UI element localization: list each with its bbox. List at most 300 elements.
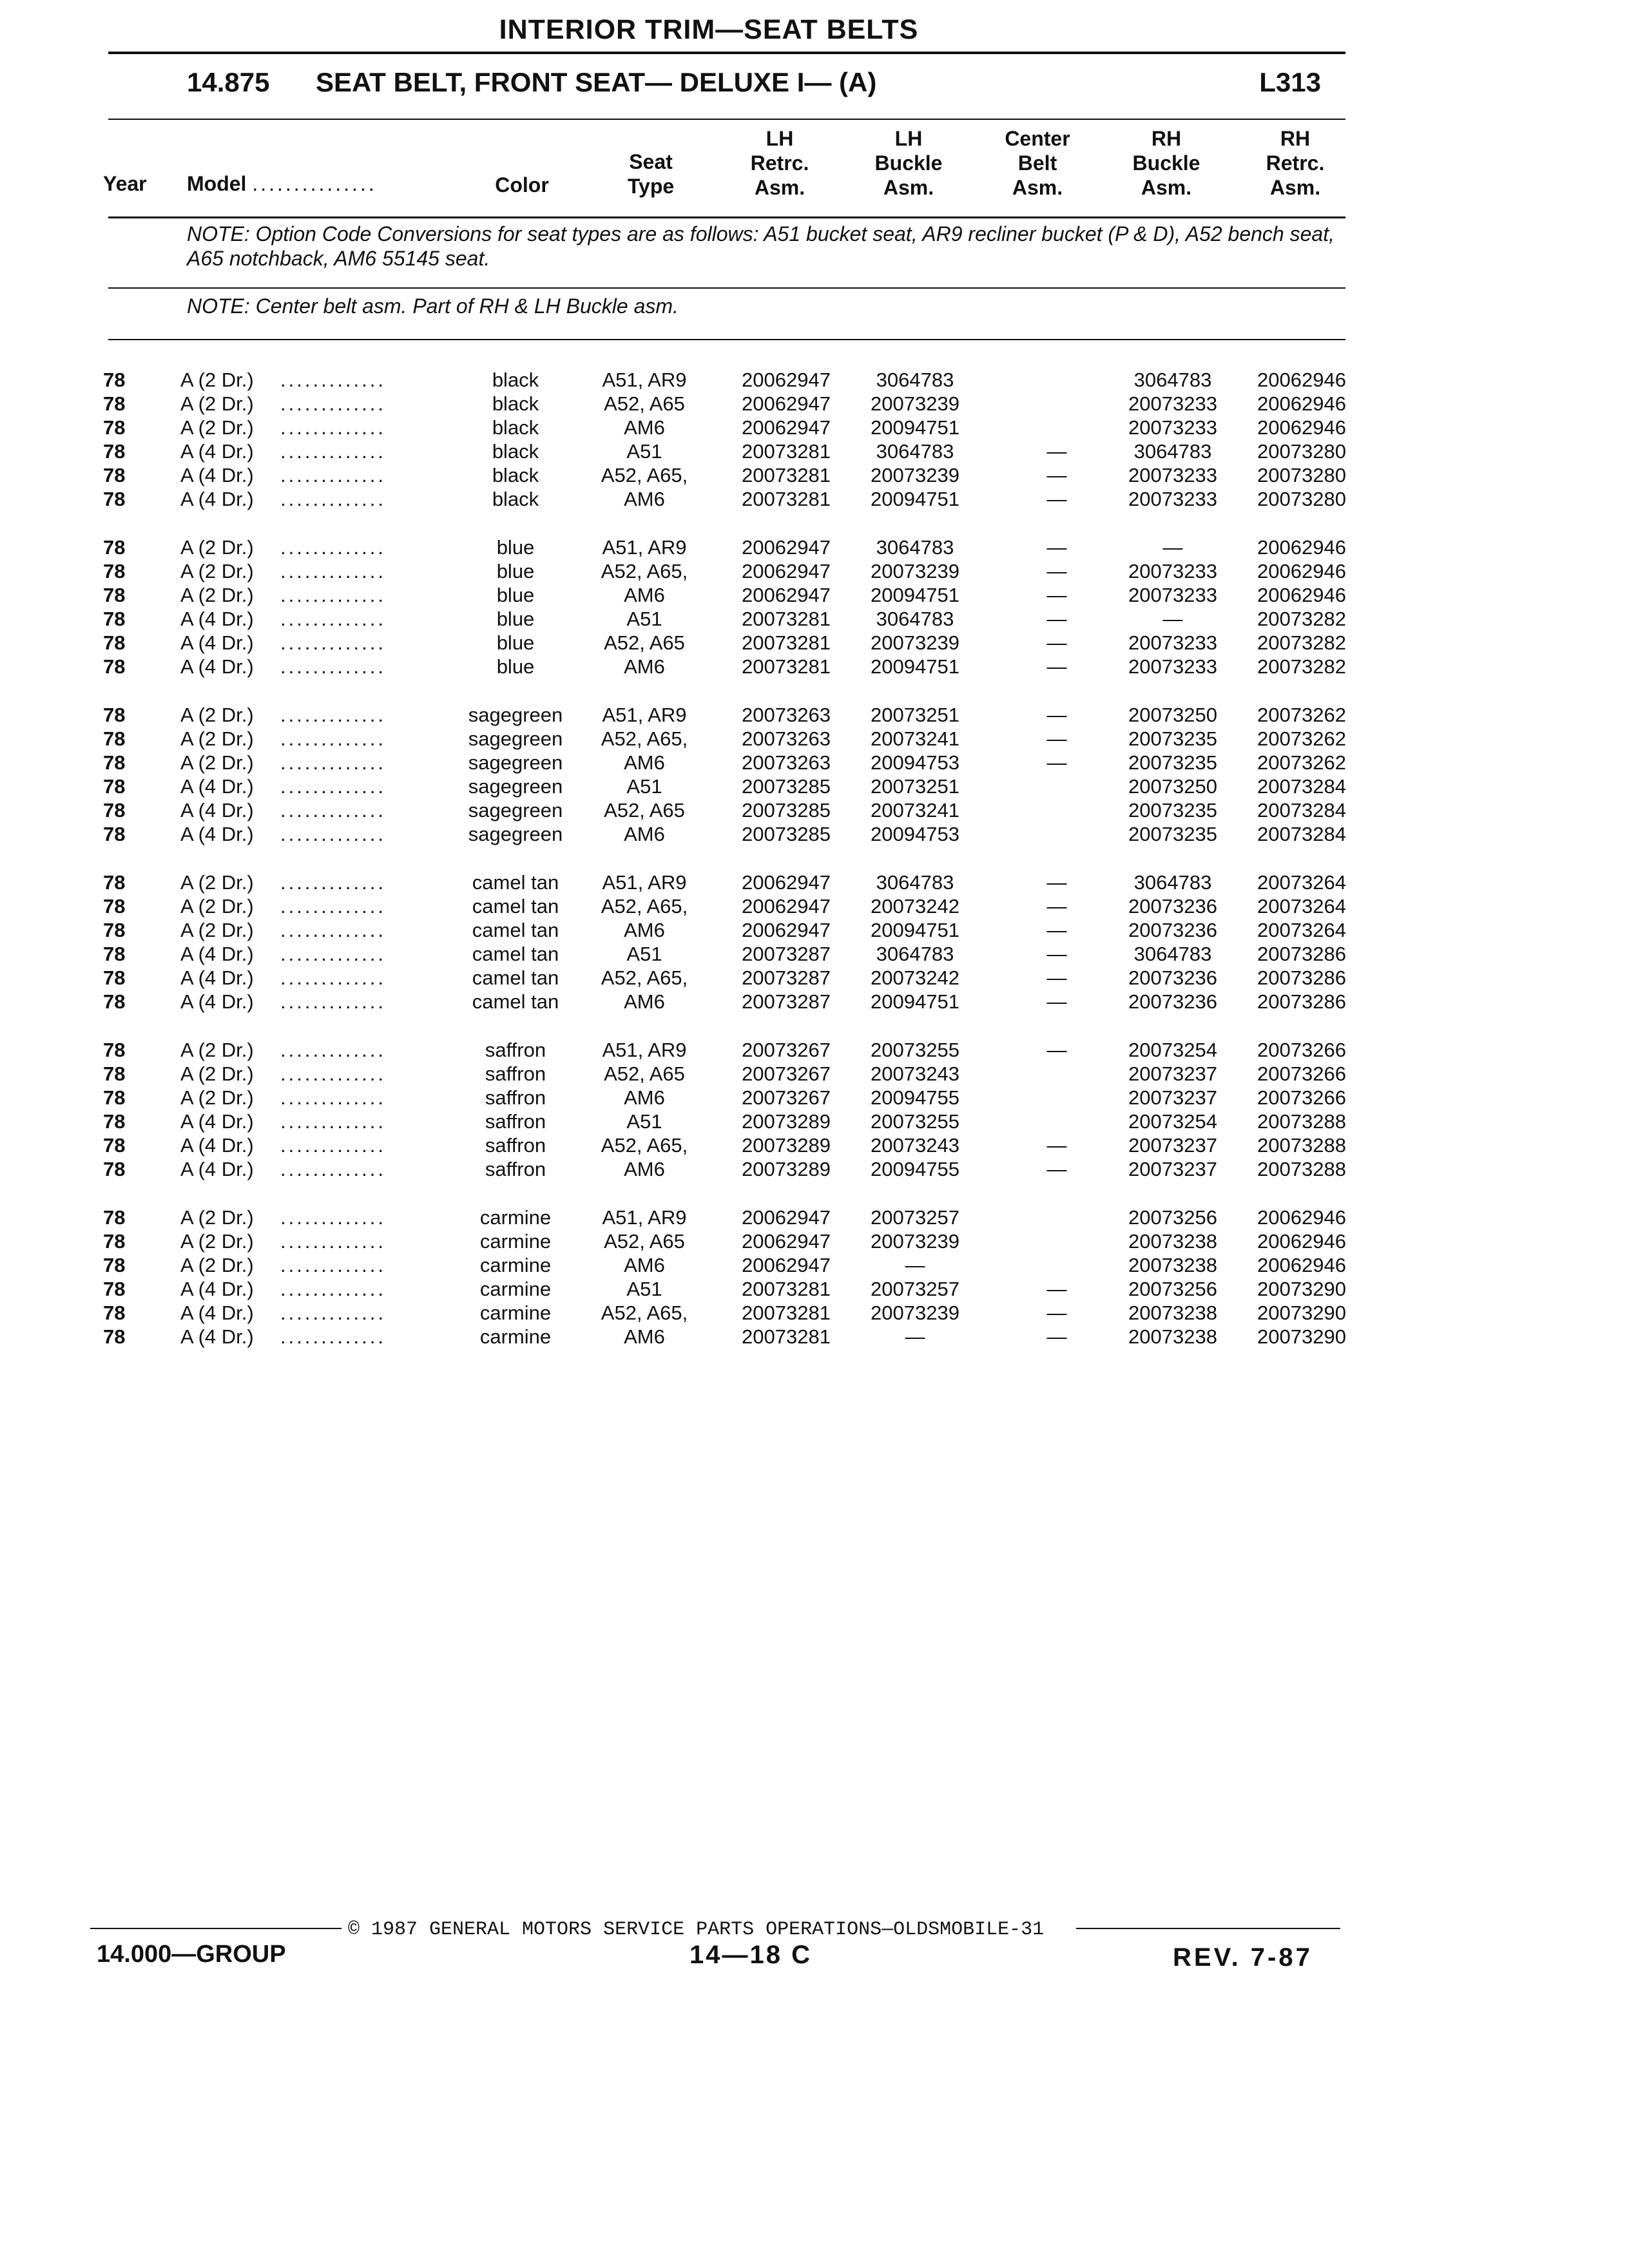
cell-model: A (2 Dr.): [180, 919, 254, 941]
cell-lh-buckle: 3064783: [876, 440, 954, 463]
cell-lh-buckle: 20073239: [871, 392, 959, 415]
cell-center-belt: —: [1046, 655, 1067, 678]
cell-lh-retractor: 20073281: [742, 488, 831, 510]
cell-model: A (4 Dr.): [180, 1302, 254, 1324]
cell-model: A (2 Dr.): [180, 369, 254, 391]
cell-year: 78: [103, 631, 126, 654]
table-row: [103, 1086, 1379, 1110]
table-row: [103, 584, 1379, 608]
cell-color: saffron: [485, 1062, 546, 1085]
cell-seat-type: AM6: [624, 488, 665, 510]
table-row: [103, 536, 1379, 560]
note-rule-1: [108, 287, 1345, 289]
cell-rh-retractor: 20062946: [1257, 1206, 1346, 1229]
cell-center-belt: —: [1046, 990, 1067, 1013]
cell-rh-buckle: 3064783: [1133, 871, 1212, 894]
cell-year: 78: [103, 440, 126, 463]
cell-rh-buckle: 3064783: [1133, 440, 1212, 463]
cell-model: A (4 Dr.): [180, 440, 254, 463]
cell-seat-type: A51: [626, 1110, 662, 1133]
cell-rh-buckle: 20073236: [1128, 966, 1217, 989]
cell-center-belt: —: [1046, 536, 1067, 559]
cell-seat-type: A52, A65: [604, 1062, 685, 1085]
cell-model-dots: .............: [280, 1158, 386, 1180]
cell-lh-retractor: 20062947: [742, 1206, 831, 1229]
cell-lh-retractor: 20073281: [742, 1302, 831, 1324]
cell-model: A (2 Dr.): [180, 871, 254, 894]
cell-year: 78: [103, 871, 126, 894]
cell-year: 78: [103, 966, 126, 989]
page-header-title: INTERIOR TRIM—SEAT BELTS: [499, 14, 919, 45]
cell-lh-buckle: 20073257: [871, 1206, 959, 1229]
cell-lh-retractor: 20073263: [742, 751, 831, 774]
cell-center-belt: —: [1046, 1278, 1067, 1300]
cell-seat-type: AM6: [624, 655, 665, 678]
cell-model-dots: .............: [280, 1325, 386, 1348]
table-row: [103, 488, 1379, 512]
cell-rh-buckle: 20073233: [1128, 416, 1217, 439]
cell-color: blue: [496, 631, 535, 654]
illustration-code: L313: [1259, 67, 1321, 97]
cell-year: 78: [103, 823, 126, 845]
cell-rh-retractor: 20073262: [1257, 704, 1346, 726]
cell-year: 78: [103, 1158, 126, 1180]
cell-lh-buckle: 20094753: [871, 751, 959, 774]
cell-lh-buckle: 3064783: [876, 943, 954, 965]
cell-rh-buckle: 20073256: [1128, 1206, 1217, 1229]
cell-model: A (4 Dr.): [180, 823, 254, 845]
cell-center-belt: —: [1046, 871, 1067, 894]
cell-model: A (4 Dr.): [180, 1134, 254, 1157]
col-header-model: Model ...............: [187, 172, 377, 195]
table-row: [103, 943, 1379, 966]
cell-model: A (2 Dr.): [180, 1254, 254, 1276]
cell-model: A (2 Dr.): [180, 416, 254, 439]
cell-lh-buckle: 20073242: [871, 966, 959, 989]
cell-seat-type: AM6: [624, 823, 665, 845]
cell-year: 78: [103, 1302, 126, 1324]
cell-model: A (4 Dr.): [180, 464, 254, 486]
cell-rh-buckle: 20073238: [1128, 1325, 1217, 1348]
cell-rh-buckle: 20073254: [1128, 1039, 1217, 1061]
cell-model: A (2 Dr.): [180, 751, 254, 774]
cell-color: blue: [496, 536, 535, 559]
cell-rh-buckle: 20073238: [1128, 1254, 1217, 1276]
cell-center-belt: —: [1046, 943, 1067, 965]
cell-color: black: [492, 416, 539, 439]
cell-seat-type: AM6: [624, 990, 665, 1013]
cell-color: black: [492, 464, 539, 486]
cell-rh-retractor: 20073262: [1257, 727, 1346, 750]
cell-rh-retractor: 20062946: [1257, 536, 1346, 559]
cell-rh-retractor: 20073266: [1257, 1062, 1346, 1085]
cell-model-dots: .............: [280, 1302, 386, 1324]
cell-lh-retractor: 20062947: [742, 1230, 831, 1253]
cell-model: A (4 Dr.): [180, 966, 254, 989]
table-row: [103, 1110, 1379, 1134]
cell-center-belt: —: [1046, 1325, 1067, 1348]
table-row: [103, 799, 1379, 823]
cell-seat-type: A51, AR9: [602, 1039, 687, 1061]
cell-lh-buckle: —: [905, 1254, 925, 1276]
cell-rh-buckle: 20073235: [1128, 727, 1217, 750]
table-row: [103, 751, 1379, 775]
cell-color: camel tan: [472, 895, 559, 918]
cell-model-dots: .............: [280, 943, 386, 965]
cell-model-dots: .............: [280, 560, 386, 582]
cell-lh-retractor: 20062947: [742, 1254, 831, 1276]
cell-center-belt: —: [1046, 1302, 1067, 1324]
cell-rh-retractor: 20073282: [1257, 631, 1346, 654]
cell-rh-retractor: 20062946: [1257, 1230, 1346, 1253]
cell-model-dots: .............: [280, 584, 386, 606]
table-row: [103, 1039, 1379, 1062]
note-option-codes: NOTE: Option Code Conversions for seat types are as follows: A51 bucket seat, AR9 recliner bucket (P & D), A52 bench seat, A65 notchback, AM6 55145 seat.: [187, 222, 1335, 270]
cell-seat-type: A51, AR9: [602, 1206, 687, 1229]
cell-year: 78: [103, 799, 126, 822]
cell-seat-type: A52, A65,: [601, 895, 688, 918]
cell-model: A (4 Dr.): [180, 608, 254, 630]
cell-color: black: [492, 440, 539, 463]
cell-seat-type: AM6: [624, 416, 665, 439]
cell-year: 78: [103, 655, 126, 678]
cell-lh-retractor: 20062947: [742, 895, 831, 918]
table-row: [103, 704, 1379, 727]
table-row: [103, 1134, 1379, 1158]
cell-lh-buckle: 20073239: [871, 464, 959, 486]
cell-year: 78: [103, 1278, 126, 1300]
cell-center-belt: —: [1046, 584, 1067, 606]
table-row: [103, 775, 1379, 799]
cell-lh-buckle: 20073241: [871, 727, 959, 750]
cell-year: 78: [103, 416, 126, 439]
cell-model: A (4 Dr.): [180, 1278, 254, 1300]
table-row: [103, 1278, 1379, 1302]
cell-model: A (2 Dr.): [180, 727, 254, 750]
cell-year: 78: [103, 488, 126, 510]
cell-lh-buckle: 20094753: [871, 823, 959, 845]
cell-rh-retractor: 20073280: [1257, 488, 1346, 510]
cell-model-dots: .............: [280, 608, 386, 630]
cell-year: 78: [103, 392, 126, 415]
cell-color: saffron: [485, 1134, 546, 1157]
cell-lh-retractor: 20073263: [742, 704, 831, 726]
cell-color: black: [492, 369, 539, 391]
cell-lh-buckle: 20094751: [871, 488, 959, 510]
cell-lh-retractor: 20073287: [742, 943, 831, 965]
cell-rh-retractor: 20062946: [1257, 584, 1346, 606]
table-row: [103, 919, 1379, 943]
cell-year: 78: [103, 751, 126, 774]
cell-rh-buckle: —: [1162, 536, 1183, 559]
cell-rh-retractor: 20073282: [1257, 608, 1346, 630]
cell-center-belt: —: [1046, 560, 1067, 582]
cell-lh-buckle: 3064783: [876, 871, 954, 894]
cell-rh-retractor: 20073264: [1257, 919, 1346, 941]
cell-lh-buckle: 20094755: [871, 1158, 959, 1180]
cell-lh-buckle: 20073255: [871, 1039, 959, 1061]
cell-lh-retractor: 20073289: [742, 1158, 831, 1180]
cell-lh-buckle: 20094751: [871, 584, 959, 606]
cell-seat-type: AM6: [624, 1158, 665, 1180]
header-rule: [108, 52, 1345, 54]
col-header-lh-retrc: LH Retrc. Asm.: [750, 127, 809, 199]
cell-color: camel tan: [472, 990, 559, 1013]
cell-seat-type: AM6: [624, 1254, 665, 1276]
table-row: [103, 727, 1379, 751]
cell-lh-retractor: 20062947: [742, 369, 831, 391]
cell-lh-retractor: 20073263: [742, 727, 831, 750]
table-row: [103, 990, 1379, 1014]
cell-color: saffron: [485, 1086, 546, 1109]
cell-model-dots: .............: [280, 704, 386, 726]
cell-lh-retractor: 20073281: [742, 655, 831, 678]
cell-lh-retractor: 20073285: [742, 775, 831, 798]
cell-year: 78: [103, 1134, 126, 1157]
cell-lh-buckle: 20094751: [871, 416, 959, 439]
cell-rh-buckle: 20073235: [1128, 799, 1217, 822]
cell-lh-retractor: 20062947: [742, 416, 831, 439]
cell-seat-type: A52, A65: [604, 631, 685, 654]
cell-lh-retractor: 20062947: [742, 919, 831, 941]
cell-rh-retractor: 20073280: [1257, 440, 1346, 463]
cell-center-belt: —: [1046, 919, 1067, 941]
cell-rh-retractor: 20073282: [1257, 655, 1346, 678]
cell-seat-type: A52, A65,: [601, 966, 688, 989]
cell-seat-type: AM6: [624, 1325, 665, 1348]
cell-lh-retractor: 20073267: [742, 1062, 831, 1085]
cell-center-belt: —: [1046, 727, 1067, 750]
cell-rh-buckle: 20073236: [1128, 895, 1217, 918]
cell-model: A (4 Dr.): [180, 1325, 254, 1348]
cell-year: 78: [103, 919, 126, 941]
cell-lh-retractor: 20073289: [742, 1110, 831, 1133]
cell-center-belt: —: [1046, 1134, 1067, 1157]
cell-lh-buckle: 20094751: [871, 919, 959, 941]
cell-model-dots: .............: [280, 655, 386, 678]
cell-rh-retractor: 20073284: [1257, 799, 1346, 822]
cell-year: 78: [103, 1254, 126, 1276]
cell-color: blue: [496, 560, 535, 582]
cell-seat-type: AM6: [624, 751, 665, 774]
cell-lh-retractor: 20073281: [742, 464, 831, 486]
cell-lh-retractor: 20073287: [742, 966, 831, 989]
cell-model-dots: .............: [280, 440, 386, 463]
cell-lh-retractor: 20073267: [742, 1039, 831, 1061]
cell-lh-buckle: 20073257: [871, 1278, 959, 1300]
cell-color: blue: [496, 608, 535, 630]
cell-model-dots: .............: [280, 1206, 386, 1229]
cell-color: carmine: [479, 1278, 552, 1300]
cell-center-belt: —: [1046, 488, 1067, 510]
cell-model-dots: .............: [280, 966, 386, 989]
cell-year: 78: [103, 727, 126, 750]
cell-rh-retractor: 20073284: [1257, 823, 1346, 845]
table-row: [103, 655, 1379, 679]
cell-rh-retractor: 20062946: [1257, 1254, 1346, 1276]
col-header-color: Color: [495, 173, 549, 197]
footer-group: 14.000—GROUP: [97, 1941, 286, 1968]
table-row: [103, 871, 1379, 895]
cell-lh-retractor: 20073281: [742, 1325, 831, 1348]
cell-rh-buckle: 20073233: [1128, 655, 1217, 678]
cell-rh-buckle: 20073256: [1128, 1278, 1217, 1300]
cell-model: A (4 Dr.): [180, 775, 254, 798]
cell-model-dots: .............: [280, 1039, 386, 1061]
cell-model-dots: .............: [280, 1254, 386, 1276]
cell-color: sagegreen: [468, 751, 563, 774]
cell-rh-buckle: 20073237: [1128, 1158, 1217, 1180]
cell-model-dots: .............: [280, 775, 386, 798]
cell-lh-retractor: 20073281: [742, 608, 831, 630]
cell-seat-type: A51, AR9: [602, 871, 687, 894]
footer-rule-left: [90, 1928, 342, 1929]
cell-model-dots: .............: [280, 1134, 386, 1157]
cell-color: carmine: [479, 1302, 552, 1324]
cell-model-dots: .............: [280, 799, 386, 822]
column-header-rule: [108, 216, 1345, 218]
cell-rh-retractor: 20073290: [1257, 1325, 1346, 1348]
cell-year: 78: [103, 1039, 126, 1061]
cell-seat-type: A51, AR9: [602, 369, 687, 391]
cell-seat-type: A52, A65: [604, 1230, 685, 1253]
cell-rh-retractor: 20073264: [1257, 895, 1346, 918]
cell-model: A (2 Dr.): [180, 1086, 254, 1109]
cell-rh-buckle: 20073250: [1128, 704, 1217, 726]
cell-color: sagegreen: [468, 727, 563, 750]
cell-year: 78: [103, 560, 126, 582]
col-header-rh-retrc: RH Retrc. Asm.: [1266, 127, 1325, 199]
cell-lh-buckle: 20073242: [871, 895, 959, 918]
cell-seat-type: A51, AR9: [602, 704, 687, 726]
cell-model: A (2 Dr.): [180, 895, 254, 918]
col-header-rh-buckle: RH Buckle Asm.: [1132, 127, 1200, 199]
cell-rh-buckle: 20073235: [1128, 751, 1217, 774]
cell-year: 78: [103, 775, 126, 798]
cell-rh-buckle: 20073237: [1128, 1134, 1217, 1157]
cell-year: 78: [103, 895, 126, 918]
cell-lh-retractor: 20073287: [742, 990, 831, 1013]
cell-lh-buckle: 20094755: [871, 1086, 959, 1109]
cell-model: A (2 Dr.): [180, 704, 254, 726]
cell-year: 78: [103, 1206, 126, 1229]
cell-year: 78: [103, 990, 126, 1013]
cell-lh-buckle: 20073251: [871, 775, 959, 798]
table-row: [103, 1302, 1379, 1325]
section-number: 14.875: [187, 67, 270, 97]
cell-year: 78: [103, 1110, 126, 1133]
col-header-seat-type: Seat Type: [627, 150, 675, 198]
cell-lh-buckle: 20073239: [871, 631, 959, 654]
section-rule: [108, 119, 1345, 120]
cell-rh-retractor: 20073280: [1257, 464, 1346, 486]
cell-year: 78: [103, 1325, 126, 1348]
cell-rh-buckle: 20073250: [1128, 775, 1217, 798]
cell-rh-retractor: 20073284: [1257, 775, 1346, 798]
col-header-year: Year: [103, 172, 147, 195]
table-row: [103, 631, 1379, 655]
table-row: [103, 823, 1379, 847]
cell-color: camel tan: [472, 919, 559, 941]
cell-year: 78: [103, 536, 126, 559]
cell-center-belt: —: [1046, 704, 1067, 726]
cell-seat-type: A51: [626, 1278, 662, 1300]
cell-center-belt: —: [1046, 1158, 1067, 1180]
cell-seat-type: AM6: [624, 584, 665, 606]
cell-seat-type: A52, A65: [604, 392, 685, 415]
cell-model-dots: .............: [280, 871, 386, 894]
cell-lh-buckle: 20073251: [871, 704, 959, 726]
cell-model-dots: .............: [280, 392, 386, 415]
cell-center-belt: —: [1046, 608, 1067, 630]
cell-lh-retractor: 20062947: [742, 871, 831, 894]
cell-model: A (4 Dr.): [180, 943, 254, 965]
cell-model: A (2 Dr.): [180, 536, 254, 559]
cell-center-belt: —: [1046, 631, 1067, 654]
cell-seat-type: A51: [626, 608, 662, 630]
table-row: [103, 392, 1379, 416]
cell-color: blue: [496, 655, 535, 678]
cell-lh-buckle: 3064783: [876, 608, 954, 630]
cell-model-dots: .............: [280, 1110, 386, 1133]
cell-rh-retractor: 20073288: [1257, 1158, 1346, 1180]
table-row: [103, 560, 1379, 584]
cell-rh-retractor: 20073286: [1257, 943, 1346, 965]
table-row: [103, 416, 1379, 440]
cell-year: 78: [103, 943, 126, 965]
cell-center-belt: —: [1046, 464, 1067, 486]
cell-color: saffron: [485, 1039, 546, 1061]
cell-rh-retractor: 20073290: [1257, 1302, 1346, 1324]
table-row: [103, 895, 1379, 919]
cell-model: A (2 Dr.): [180, 1039, 254, 1061]
cell-rh-buckle: 20073238: [1128, 1230, 1217, 1253]
cell-rh-buckle: 20073233: [1128, 584, 1217, 606]
footer-revision: REV. 7-87: [1173, 1943, 1313, 1972]
cell-rh-buckle: —: [1162, 608, 1183, 630]
cell-rh-buckle: 20073233: [1128, 464, 1217, 486]
table-row: [103, 608, 1379, 631]
cell-lh-buckle: 20073243: [871, 1134, 959, 1157]
cell-color: saffron: [485, 1110, 546, 1133]
cell-lh-retractor: 20062947: [742, 560, 831, 582]
cell-year: 78: [103, 704, 126, 726]
cell-lh-buckle: 3064783: [876, 369, 954, 391]
cell-model: A (4 Dr.): [180, 1158, 254, 1180]
cell-rh-retractor: 20073286: [1257, 966, 1346, 989]
cell-rh-buckle: 20073233: [1128, 392, 1217, 415]
cell-model-dots: .............: [280, 1086, 386, 1109]
cell-model: A (2 Dr.): [180, 1230, 254, 1253]
table-row: [103, 966, 1379, 990]
cell-rh-retractor: 20073288: [1257, 1110, 1346, 1133]
cell-model: A (4 Dr.): [180, 990, 254, 1013]
cell-model-dots: .............: [280, 416, 386, 439]
cell-rh-buckle: 20073233: [1128, 631, 1217, 654]
col-header-center-belt: Center Belt Asm.: [1005, 127, 1070, 199]
cell-model-dots: .............: [280, 369, 386, 391]
cell-color: sagegreen: [468, 823, 563, 845]
cell-model-dots: .............: [280, 895, 386, 918]
cell-lh-buckle: 20094751: [871, 655, 959, 678]
cell-year: 78: [103, 1230, 126, 1253]
cell-color: carmine: [479, 1230, 552, 1253]
table-row: [103, 1158, 1379, 1182]
table-row: [103, 1254, 1379, 1278]
cell-model: A (2 Dr.): [180, 392, 254, 415]
cell-model-dots: .............: [280, 919, 386, 941]
cell-seat-type: AM6: [624, 1086, 665, 1109]
